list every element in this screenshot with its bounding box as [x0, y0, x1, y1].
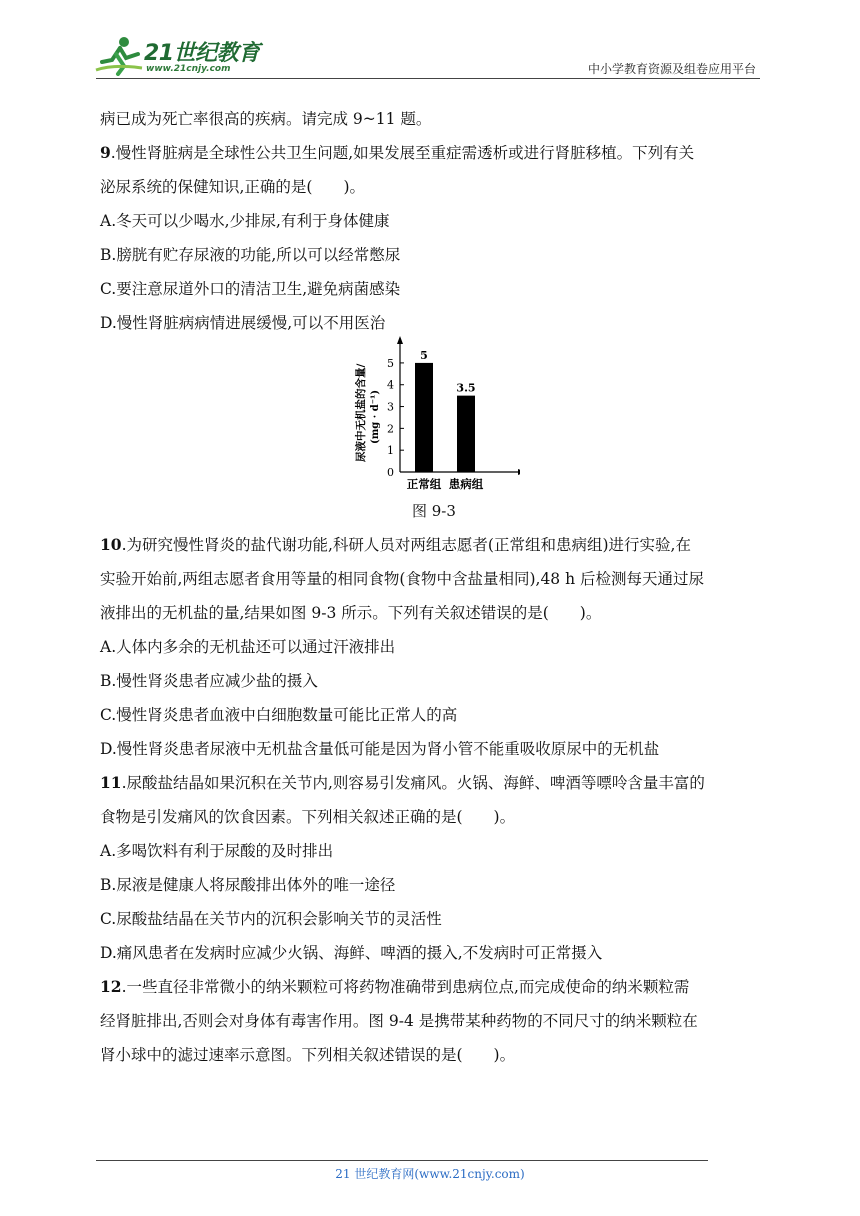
- q9-stem-line2: 泌尿系统的保健知识,正确的是( )。: [100, 178, 366, 196]
- header-divider: [96, 78, 760, 79]
- q12-stem-line2: 经肾脏排出,否则会对身体有毒害作用。图 9-4 是携带某种药物的不同尺寸的纳米颗粒在: [100, 1012, 698, 1030]
- y-tick-label: 0: [387, 466, 394, 479]
- y-tick-label: 2: [387, 422, 394, 436]
- q11-option-d: D.痛风患者在发病时应减少火锅、海鲜、啤酒的摄入,不发病时可正常摄入: [100, 944, 603, 962]
- y-tick-label: 3: [387, 400, 394, 414]
- q10-stem-line1: [100, 528, 762, 562]
- bar-chart: [340, 330, 520, 500]
- data-label: 5: [420, 348, 428, 362]
- bar: [457, 396, 475, 472]
- footer-link[interactable]: 21 世纪教育网(www.21cnjy.com): [335, 1167, 525, 1181]
- q10-option-a: A.人体内多余的无机盐还可以通过汗液排出: [100, 638, 396, 656]
- y-axis-unit: (mg · d⁻¹): [370, 389, 381, 444]
- page-header: [0, 0, 860, 82]
- q9-option-b: B.膀胱有贮存尿液的功能,所以可以经常憋尿: [100, 246, 401, 264]
- q9-stem-text: .慢性肾脏病是全球性公共卫生问题,如果发展至重症需透析或进行肾脏移植。下列有关: [110, 144, 695, 162]
- figure-caption: 图 9-3: [412, 502, 456, 520]
- q10-option-b: B.慢性肾炎患者应减少盐的摄入: [100, 672, 318, 690]
- y-tick-label: 1: [387, 444, 394, 458]
- q10-stem-line2: 实验开始前,两组志愿者食用等量的相同食物(食物中含盐量相同),48 h 后检测每天通过尿: [100, 570, 705, 588]
- q9-stem-line1: [100, 136, 762, 170]
- x-tick-label: 患病组: [448, 477, 484, 491]
- q11-option-a: A.多喝饮料有利于尿酸的及时排出: [100, 842, 334, 860]
- q9-option-d: D.慢性肾脏病病情进展缓慢,可以不用医治: [100, 314, 386, 332]
- q11-stem-line2: 食物是引发痛风的饮食因素。下列相关叙述正确的是( )。: [100, 808, 516, 826]
- q10-option-c: C.慢性肾炎患者血液中白细胞数量可能比正常人的高: [100, 706, 458, 724]
- q12-stem-line1: [100, 970, 762, 1004]
- logo-text: 21世纪教育: [144, 41, 260, 66]
- q11-stem-line1: [100, 766, 762, 800]
- q11-stem-text: .尿酸盐结晶如果沉积在关节内,则容易引发痛风。火锅、海鲜、啤酒等嘌呤含量丰富的: [121, 774, 705, 792]
- logo-url: www.21cnjy.com: [146, 64, 231, 74]
- q11-option-c: C.尿酸盐结晶在关节内的沉积会影响关节的灵活性: [100, 910, 442, 928]
- data-label: 3.5: [456, 381, 476, 395]
- q9-number: 9: [100, 143, 111, 162]
- q12-stem-line3: 肾小球中的滤过速率示意图。下列相关叙述错误的是( )。: [100, 1046, 516, 1064]
- q10-number: 10: [100, 535, 122, 554]
- y-tick-label: 5: [387, 356, 394, 370]
- site-logo[interactable]: [94, 34, 264, 76]
- q9-option-c: C.要注意尿道外口的清洁卫生,避免病菌感染: [100, 280, 401, 298]
- y-tick-label: 4: [387, 378, 394, 392]
- runner-logo-icon: [94, 34, 146, 76]
- q11-number: 11: [100, 773, 122, 792]
- x-tick-label: 正常组: [406, 477, 442, 491]
- y-axis-arrow: [397, 336, 403, 344]
- question-block-bottom: [100, 528, 762, 1072]
- intro-text: 病已成为死亡率很高的疾病。请完成 9~11 题。: [100, 110, 432, 128]
- header-platform-text: 中小学教育资源及组卷应用平台: [587, 62, 756, 76]
- q10-stem-line3: 液排出的无机盐的量,结果如图 9-3 所示。下列有关叙述错误的是( )。: [100, 604, 602, 622]
- q11-option-b: B.尿液是健康人将尿酸排出体外的唯一途径: [100, 876, 396, 894]
- figure-9-3: [340, 330, 520, 520]
- q12-stem-text: .一些直径非常微小的纳米颗粒可将药物准确带到患病位点,而完成使命的纳米颗粒需: [121, 978, 690, 996]
- bar: [415, 363, 433, 472]
- q12-number: 12: [100, 977, 122, 996]
- y-axis-label: 尿液中无机盐的含量/: [355, 363, 367, 462]
- q10-stem-text: .为研究慢性肾炎的盐代谢功能,科研人员对两组志愿者(正常组和患病组)进行实验,在: [121, 536, 691, 554]
- question-block-top: [100, 102, 762, 340]
- footer-divider: [96, 1160, 708, 1161]
- x-axis-arrow: [518, 469, 520, 475]
- q9-option-a: A.冬天可以少喝水,少排尿,有利于身体健康: [100, 212, 390, 230]
- q10-option-d: D.慢性肾炎患者尿液中无机盐含量低可能是因为肾小管不能重吸收原尿中的无机盐: [100, 740, 660, 758]
